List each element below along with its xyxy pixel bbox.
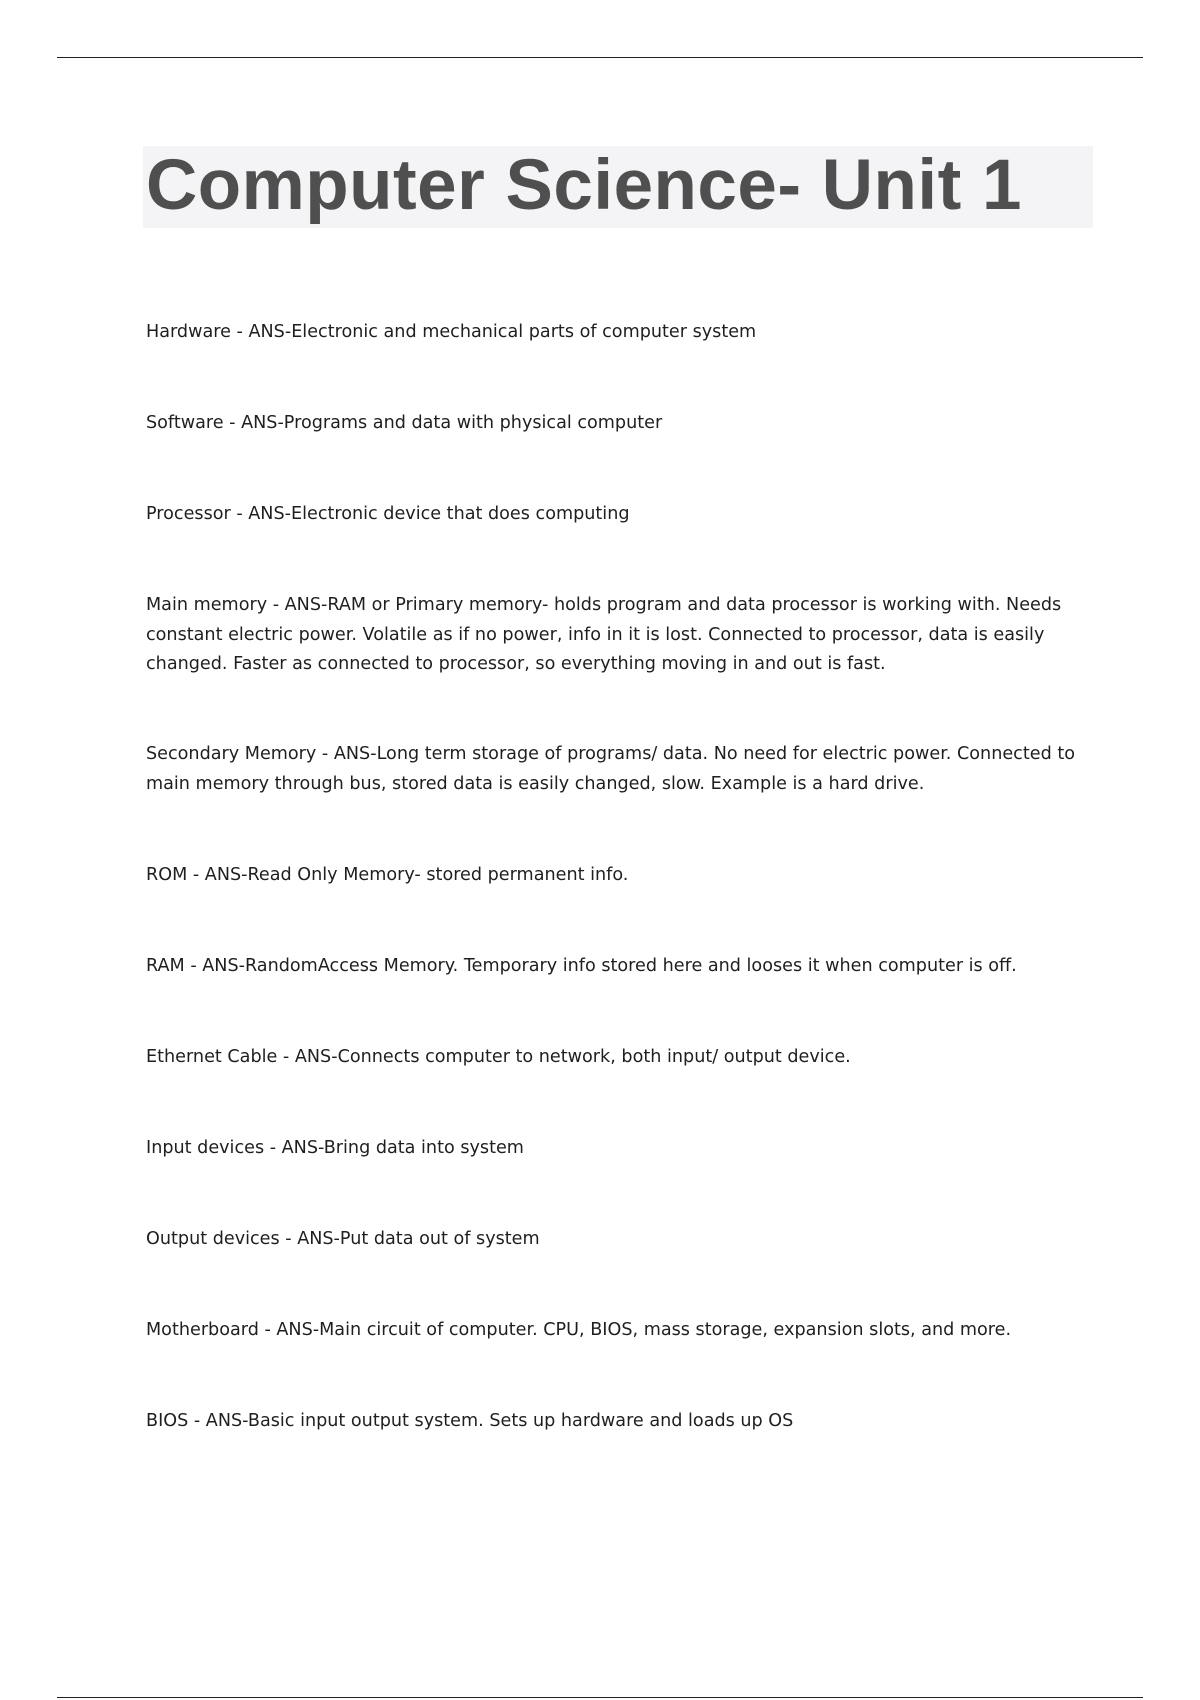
- page-title: Computer Science- Unit 1: [146, 146, 1022, 225]
- list-item: BIOS - ANS-Basic input output system. Sets up hardware and loads up OS: [146, 1411, 794, 1431]
- top-rule: [57, 57, 1143, 58]
- list-item: Hardware - ANS-Electronic and mechanical parts of computer system: [146, 322, 757, 342]
- list-item: Ethernet Cable - ANS-Connects computer to network, both input/ output device.: [146, 1047, 851, 1067]
- list-item: Processor - ANS-Electronic device that does computing: [146, 504, 630, 524]
- list-item: Secondary Memory - ANS-Long term storage of programs/ data. No need for electric power. Connected to main memory through bus, stored data is easily changed, slow. Example is a hard drive.: [146, 744, 1075, 794]
- list-item: Input devices - ANS-Bring data into system: [146, 1138, 524, 1158]
- list-item: RAM - ANS-RandomAccess Memory. Temporary info stored here and looses it when computer is off.: [146, 956, 1017, 976]
- list-item: Software - ANS-Programs and data with physical computer: [146, 413, 663, 433]
- list-item: Motherboard - ANS-Main circuit of computer. CPU, BIOS, mass storage, expansion slots, and more.: [146, 1320, 1012, 1340]
- bottom-rule: [57, 1697, 1143, 1698]
- list-item: ROM - ANS-Read Only Memory- stored permanent info.: [146, 865, 629, 885]
- list-item: Main memory - ANS-RAM or Primary memory- holds program and data processor is working with. Needs constant electric power. Volatile as if no power, info in it is lost. Connected to processor, data is easily changed. Faster as connected to processor, so everything moving in and out is fast.: [146, 595, 1062, 674]
- list-item: Output devices - ANS-Put data out of system: [146, 1229, 540, 1249]
